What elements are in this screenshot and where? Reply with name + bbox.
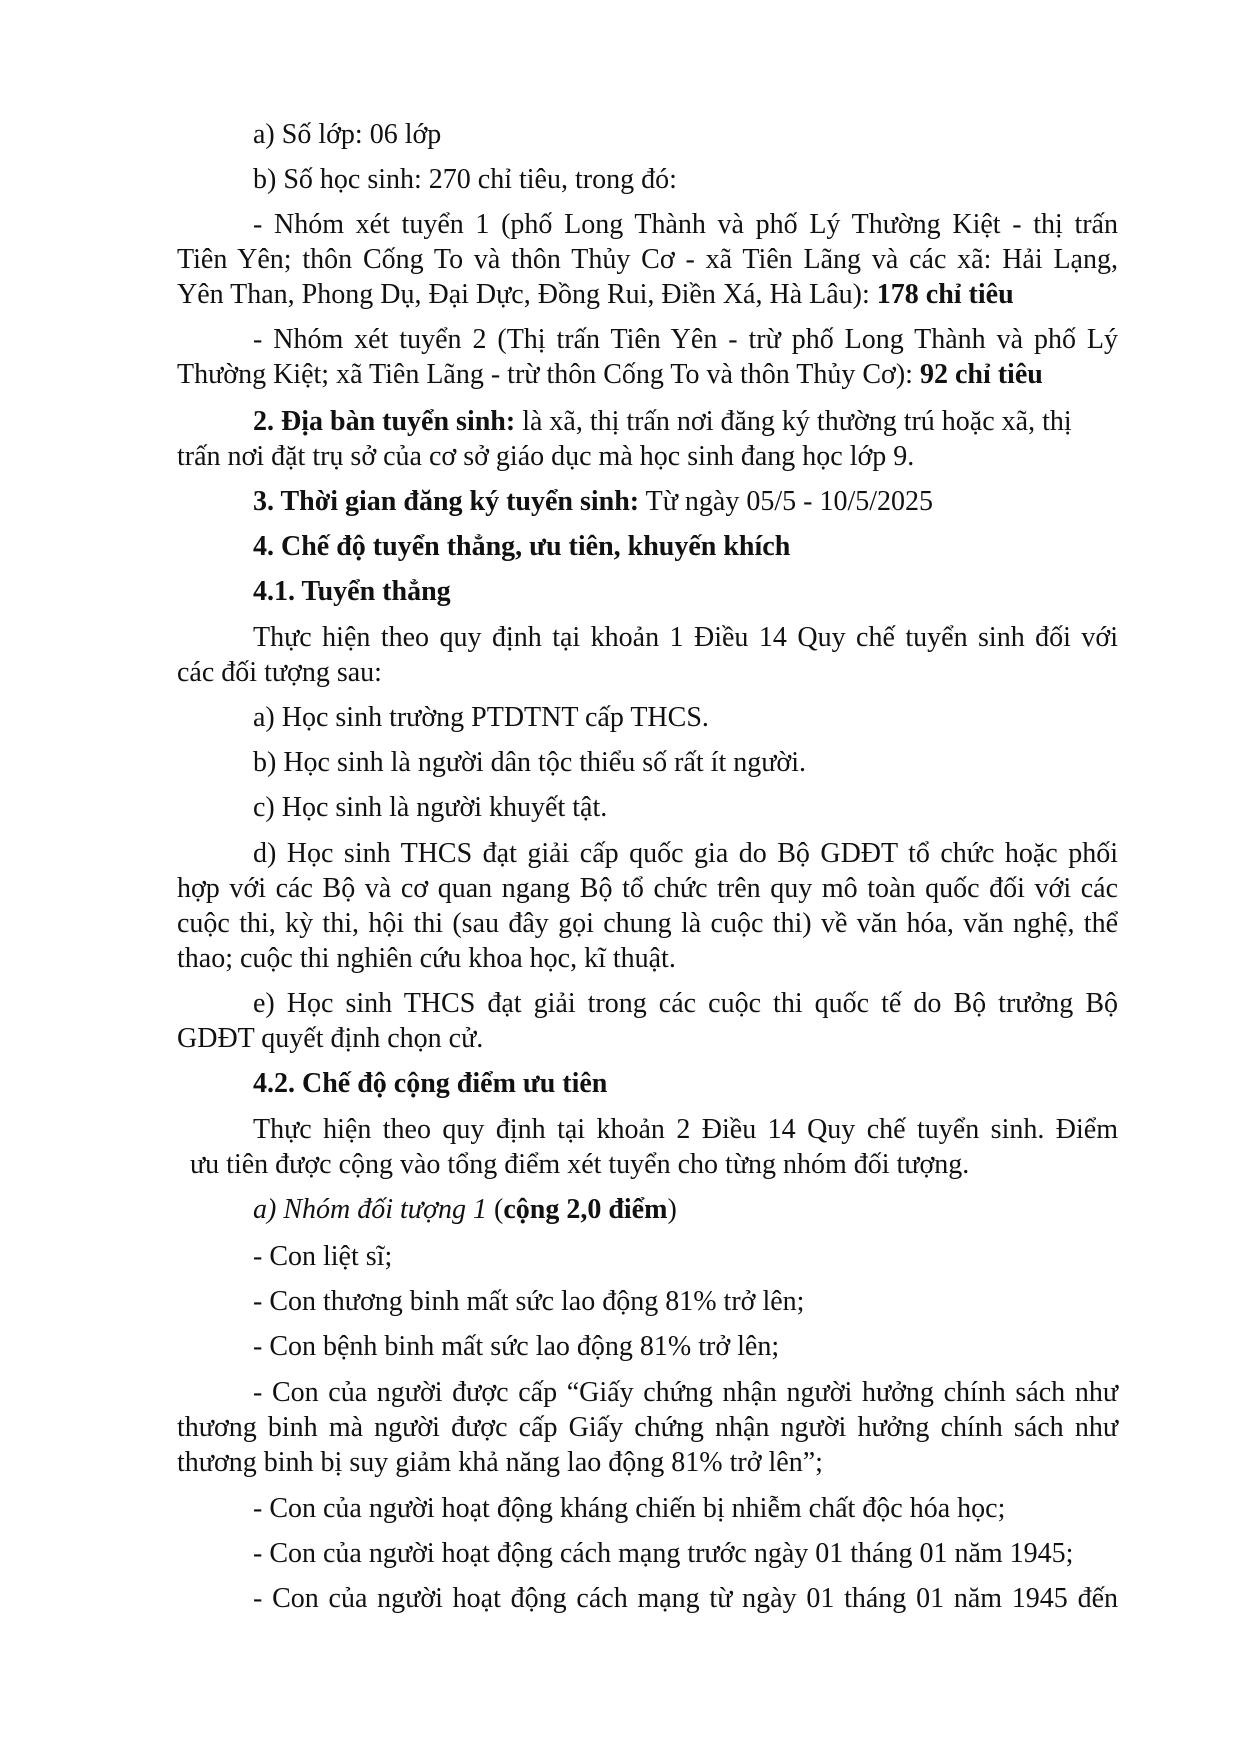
item41-intro-1: Thực hiện theo quy định tại khoản 1 Điều 14 Quy chế tuyển sinh đối với	[253, 622, 1118, 653]
item41-c: c) Học sinh là người khuyết tật.	[253, 792, 608, 823]
cert-line-2: thương binh mà người được cấp Giấy chứng nhận người hưởng chính sách như	[177, 1412, 1118, 1443]
group2-area-text: Thường Kiệt; xã Tiên Lãng - trừ thôn Cống To và thôn Thủy Cơ):	[177, 359, 920, 390]
list-item: - Con của người hoạt động kháng chiến bị nhiễm chất độc hóa học;	[253, 1493, 1006, 1524]
item2-text: là xã, thị trấn nơi đăng ký thường trú hoặc xã, thị	[515, 406, 1072, 437]
group1-line-1: - Nhóm xét tuyển 1 (phố Long Thành và phố Lý Thường Kiệt - thị trấn	[253, 209, 1118, 240]
item3-text: Từ ngày 05/5 - 10/5/2025	[639, 486, 934, 517]
item42-group1-label: a) Nhóm đối tượng 1 (cộng 2,0 điểm)	[253, 1194, 677, 1225]
item41-intro-2: các đối tượng sau:	[177, 657, 382, 688]
item42-heading: 4.2. Chế độ cộng điểm ưu tiên	[253, 1068, 608, 1099]
list-item: - Con thương binh mất sức lao động 81% trở lên;	[253, 1286, 805, 1317]
cert-line-1: - Con của người được cấp “Giấy chứng nhận người hưởng chính sách như	[253, 1377, 1118, 1408]
group1-label-text: a) Nhóm đối tượng 1	[253, 1194, 487, 1225]
item41-e-line-2: GDĐT quyết định chọn cử.	[177, 1023, 484, 1054]
item41-b: b) Học sinh là người dân tộc thiểu số rất ít người.	[253, 747, 806, 778]
item2-heading: 2. Địa bàn tuyển sinh:	[253, 406, 516, 437]
group1-line-3	[177, 278, 1014, 311]
group1-quota: 178 chỉ tiêu	[876, 279, 1014, 310]
group1-line-2: Tiên Yên; thôn Cống To và thôn Thủy Cơ - xã Tiên Lãng và các xã: Hải Lạng,	[177, 244, 1118, 275]
group1-bonus: cộng 2,0 điểm	[503, 1194, 668, 1225]
item3-line	[253, 485, 933, 518]
item2-line-2: trấn nơi đặt trụ sở của cơ sở giáo dục mà học sinh đang học lớp 9.	[177, 441, 915, 472]
item41-a: a) Học sinh trường PTDTNT cấp THCS.	[253, 702, 709, 733]
group2-line-1: - Nhóm xét tuyển 2 (Thị trấn Tiên Yên - trừ phố Long Thành và phố Lý	[253, 324, 1118, 355]
item3-heading: 3. Thời gian đăng ký tuyển sinh:	[253, 486, 640, 517]
list-item: - Con của người hoạt động cách mạng trước ngày 01 tháng 01 năm 1945;	[253, 1538, 1074, 1569]
item41-heading: 4.1. Tuyển thẳng	[253, 576, 451, 607]
section-b-student-count: b) Số học sinh: 270 chỉ tiêu, trong đó:	[253, 164, 677, 195]
group1-area-text: Yên Than, Phong Dụ, Đại Dực, Đồng Rui, Điền Xá, Hà Lâu):	[177, 279, 877, 310]
item4-heading: 4. Chế độ tuyển thẳng, ưu tiên, khuyến khích	[253, 531, 791, 562]
list-item: - Con liệt sĩ;	[253, 1241, 393, 1272]
group2-line-2	[177, 358, 1043, 391]
item42-intro-1: Thực hiện theo quy định tại khoản 2 Điều 14 Quy chế tuyển sinh. Điểm	[253, 1114, 1118, 1145]
section-a-class-count: a) Số lớp: 06 lớp	[253, 119, 442, 150]
item41-d-line-1: d) Học sinh THCS đạt giải cấp quốc gia do Bộ GDĐT tổ chức hoặc phối	[253, 838, 1118, 869]
list-item: - Con bệnh binh mất sức lao động 81% trở lên;	[253, 1331, 780, 1362]
list-item-last: - Con của người hoạt động cách mạng từ ngày 01 tháng 01 năm 1945 đến	[253, 1583, 1118, 1614]
item41-d-line-2: hợp với các Bộ và cơ quan ngang Bộ tổ chức trên quy mô toàn quốc đối với các	[177, 873, 1118, 904]
item41-e-line-1: e) Học sinh THCS đạt giải trong các cuộc thi quốc tế do Bộ trưởng Bộ	[253, 988, 1118, 1019]
item41-d-line-4: thao; cuộc thi nghiên cứu khoa học, kĩ thuật.	[177, 943, 676, 974]
item41-d-line-3: cuộc thi, kỳ thi, hội thi (sau đây gọi chung là cuộc thi) về văn hóa, văn nghệ, thể	[177, 908, 1118, 939]
item42-intro-2: ưu tiên được cộng vào tổng điểm xét tuyển cho từng nhóm đối tượng.	[190, 1149, 970, 1180]
group2-quota: 92 chỉ tiêu	[919, 359, 1043, 390]
item2-line-1	[253, 405, 1118, 438]
cert-line-3: thương binh bị suy giảm khả năng lao động 81% trở lên”;	[177, 1447, 823, 1478]
